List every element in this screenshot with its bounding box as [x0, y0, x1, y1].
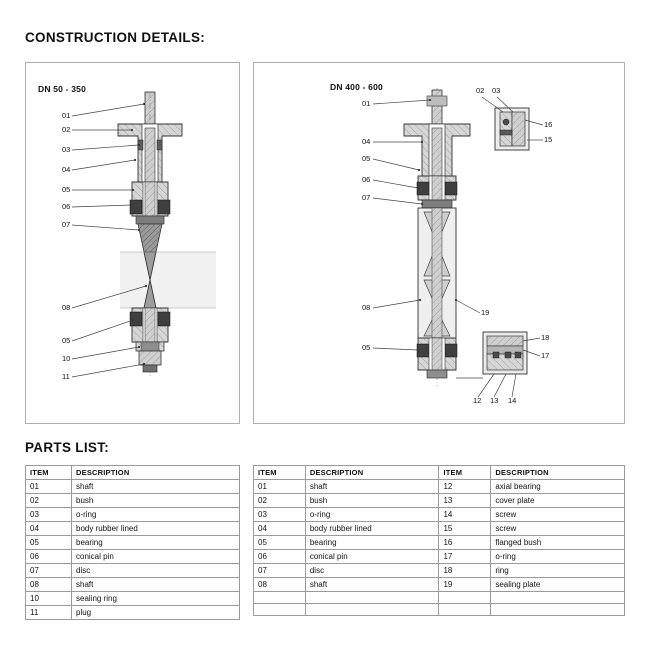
callout-left-03: 03	[62, 145, 71, 154]
cell-description: flanged bush	[491, 536, 625, 550]
callout-right-07: 07	[362, 193, 371, 202]
drawing-dn400-600-art	[373, 88, 543, 397]
cell-item: 13	[439, 494, 491, 508]
cell-item: 02	[254, 494, 306, 508]
callout-right-01: 01	[362, 99, 371, 108]
table-row	[254, 550, 625, 564]
table-row	[254, 536, 625, 550]
callout-right-05b: 05	[362, 343, 371, 352]
callout-right-12: 12	[473, 396, 482, 405]
cell-item	[254, 604, 306, 616]
cell-description: axial bearing	[491, 480, 625, 494]
cell-description: o-ring	[491, 550, 625, 564]
cell-description: o-ring	[72, 508, 240, 522]
cell-item	[439, 592, 491, 604]
parts-table-dn400-600	[253, 465, 625, 616]
cell-item: 04	[254, 522, 306, 536]
cell-description: body rubber lined	[305, 522, 439, 536]
col-item-2: ITEM	[439, 466, 491, 480]
cell-description: conical pin	[305, 550, 439, 564]
cell-description: screw	[491, 522, 625, 536]
table-row	[26, 536, 240, 550]
cell-item: 11	[26, 606, 72, 620]
cell-item: 17	[439, 550, 491, 564]
cell-description: bearing	[305, 536, 439, 550]
callout-right-16: 16	[544, 120, 553, 129]
cell-item: 08	[26, 578, 72, 592]
callout-right-14: 14	[508, 396, 517, 405]
cell-item	[439, 604, 491, 616]
cell-item: 14	[439, 508, 491, 522]
table-row	[254, 522, 625, 536]
parts-list-heading: PARTS LIST:	[25, 440, 110, 455]
cell-item	[254, 592, 306, 604]
cell-description: shaft	[305, 578, 439, 592]
drawing-label-dn400-600: DN 400 - 600	[330, 82, 383, 92]
cell-item: 03	[254, 508, 306, 522]
cell-item: 06	[26, 550, 72, 564]
cell-description	[305, 604, 439, 616]
callout-right-08: 08	[362, 303, 371, 312]
col-description-2: DESCRIPTION	[491, 466, 625, 480]
table-header-row	[254, 466, 625, 480]
cell-item: 03	[26, 508, 72, 522]
callout-left-07: 07	[62, 220, 71, 229]
callout-right-03: 03	[492, 86, 501, 95]
table-row	[254, 480, 625, 494]
cell-description	[491, 592, 625, 604]
cell-description: conical pin	[72, 550, 240, 564]
callout-left-05b: 05	[62, 336, 71, 345]
cell-item: 06	[254, 550, 306, 564]
table-row	[254, 508, 625, 522]
cell-item: 07	[254, 564, 306, 578]
cell-description: shaft	[72, 480, 240, 494]
construction-details-heading: CONSTRUCTION DETAILS:	[25, 30, 206, 45]
col-item-1: ITEM	[254, 466, 306, 480]
cell-description: screw	[491, 508, 625, 522]
cell-description: sealing ring	[72, 592, 240, 606]
cell-description: bearing	[72, 536, 240, 550]
table-row	[26, 480, 240, 494]
cell-item: 01	[254, 480, 306, 494]
cell-description: ring	[491, 564, 625, 578]
callout-right-17: 17	[541, 351, 550, 360]
table-row	[254, 494, 625, 508]
callout-left-01: 01	[62, 111, 71, 120]
cell-description: sealing plate	[491, 578, 625, 592]
table-row	[26, 606, 240, 620]
cell-item: 18	[439, 564, 491, 578]
cell-description: body rubber lined	[72, 522, 240, 536]
cell-description: shaft	[305, 480, 439, 494]
drawing-dn50-350-art	[72, 92, 216, 378]
cell-description: cover plate	[491, 494, 625, 508]
callout-right-02: 02	[476, 86, 485, 95]
table-row	[26, 592, 240, 606]
table-row	[26, 578, 240, 592]
callout-right-13: 13	[490, 396, 499, 405]
table-row	[26, 494, 240, 508]
cell-item: 07	[26, 564, 72, 578]
callout-right-05: 05	[362, 154, 371, 163]
cell-description: shaft	[72, 578, 240, 592]
callout-left-04: 04	[62, 165, 71, 174]
table-row	[254, 564, 625, 578]
cell-item: 10	[26, 592, 72, 606]
cell-description: o-ring	[305, 508, 439, 522]
table-row	[26, 550, 240, 564]
callout-right-15: 15	[544, 135, 553, 144]
drawing-label-dn50-350: DN 50 - 350	[38, 84, 87, 94]
col-item: ITEM	[26, 466, 72, 480]
callout-left-08: 08	[62, 303, 71, 312]
table-row	[26, 564, 240, 578]
table-header-row	[26, 466, 240, 480]
table-row	[26, 522, 240, 536]
callout-left-10: 10	[62, 354, 71, 363]
cell-description: disc	[72, 564, 240, 578]
cell-item: 04	[26, 522, 72, 536]
col-description-1: DESCRIPTION	[305, 466, 439, 480]
callout-left-11: 11	[62, 372, 70, 381]
cell-description	[305, 592, 439, 604]
callout-left-02: 02	[62, 125, 71, 134]
callout-right-06: 06	[362, 175, 371, 184]
cell-item: 08	[254, 578, 306, 592]
cell-description	[491, 604, 625, 616]
cell-item: 12	[439, 480, 491, 494]
parts-table-dn50-350	[25, 465, 240, 620]
cell-item: 02	[26, 494, 72, 508]
cell-item: 05	[26, 536, 72, 550]
cell-item: 01	[26, 480, 72, 494]
cell-item: 16	[439, 536, 491, 550]
cell-description: bush	[305, 494, 439, 508]
cell-description: plug	[72, 606, 240, 620]
cell-item: 19	[439, 578, 491, 592]
cell-item: 15	[439, 522, 491, 536]
col-description: DESCRIPTION	[72, 466, 240, 480]
callout-right-18: 18	[541, 333, 550, 342]
cell-description: bush	[72, 494, 240, 508]
cell-item: 05	[254, 536, 306, 550]
cell-description: disc	[305, 564, 439, 578]
table-row	[254, 592, 625, 604]
callout-left-05: 05	[62, 185, 71, 194]
table-row	[254, 604, 625, 616]
table-row	[26, 508, 240, 522]
callout-right-04: 04	[362, 137, 371, 146]
callout-right-19: 19	[481, 308, 490, 317]
table-row	[254, 578, 625, 592]
callout-left-06: 06	[62, 202, 71, 211]
